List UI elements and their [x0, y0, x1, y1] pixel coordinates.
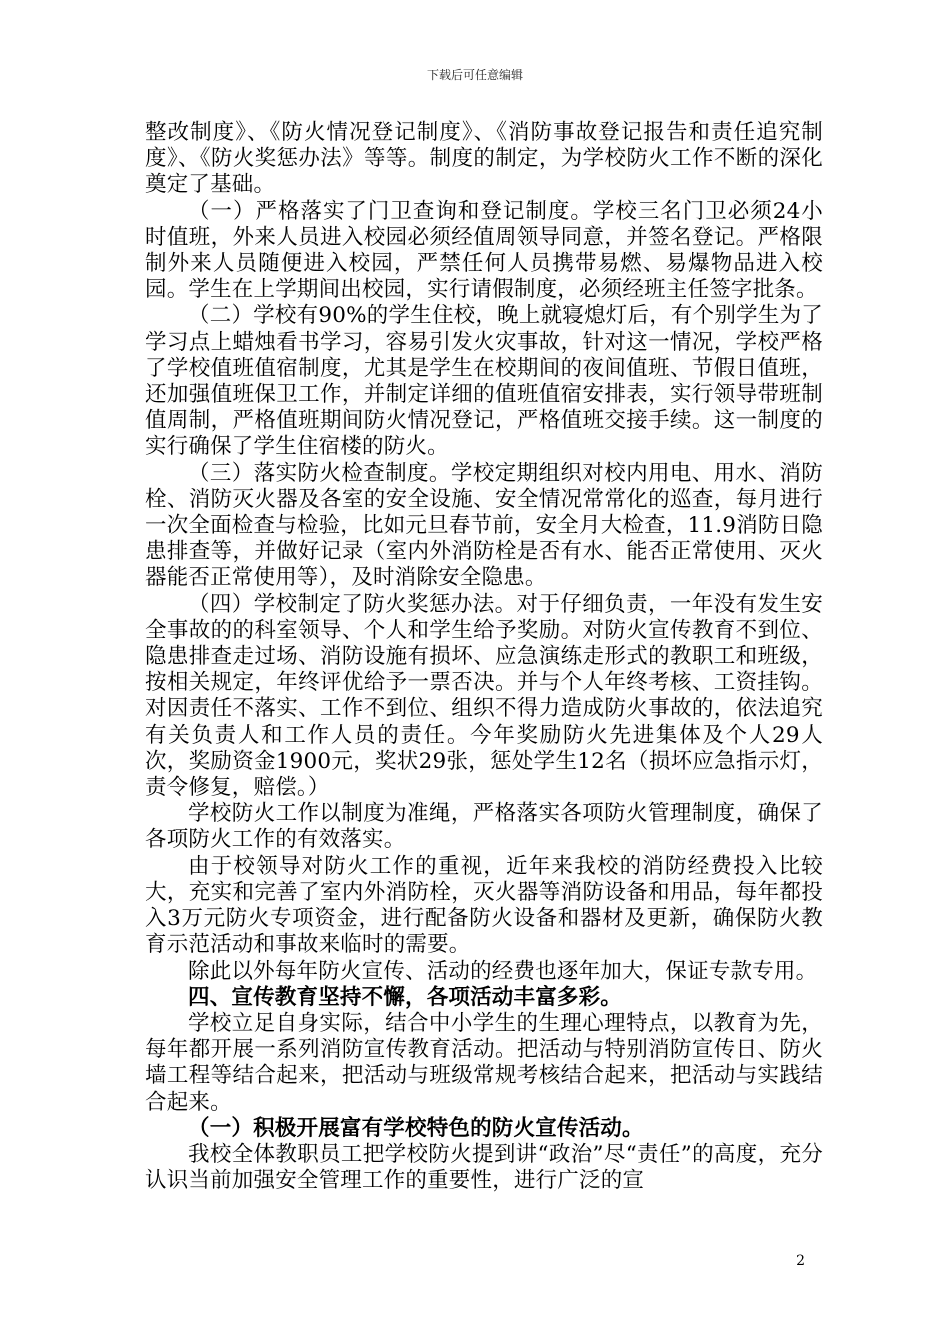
subsection-heading: （一）积极开展富有学校特色的防火宣传活动。 [188, 1115, 644, 1141]
section-heading: 四、宣传教育坚持不懈，各项活动丰富多彩。 [188, 984, 623, 1010]
paragraph: 由于校领导对防火工作的重视，近年来我校的消防经费投入比较大，充实和完善了室内外消防栓，灭火器等消防设备和用品，每年都投入3万元防火专项资金，进行配备防火设备和器材及更新，确保防火教育示范活动和事故来临时的需要。 [145, 853, 823, 958]
paragraph: （三）落实防火检查制度。学校定期组织对校内用电、用水、消防栓、消防灭火器及各室的安全设施、安全情况常常化的巡查，每月进行一次全面检查与检验，比如元旦春节前，安全月大检查，11.9消防日隐患排查等，并做好记录（室内外消防栓是否有水、能否正常使用、灭火器能否正常使用等），及时消除安全隐患。 [145, 460, 823, 591]
paragraph: 整改制度》、《防火情况登记制度》、《消防事故登记报告和责任追究制度》、《防火奖惩办法》等等。制度的制定，为学校防火工作不断的深化奠定了基础。 [145, 120, 823, 198]
body-text [145, 120, 823, 1194]
paragraph: 学校立足自身实际，结合中小学生的生理心理特点，以教育为先，每年都开展一系列消防宣传教育活动。把活动与特别消防宣传日、防火墙工程等结合起来，把活动与班级常规考核结合起来，把活动与实践结合起来。 [145, 1010, 823, 1115]
paragraph: 学校防火工作以制度为准绳，严格落实各项防火管理制度，确保了各项防火工作的有效落实。 [145, 801, 823, 853]
header-note: 下载后可任意编辑 [426, 68, 523, 82]
paragraph: （四）学校制定了防火奖惩办法。对于仔细负责，一年没有发生安全事故的的科室领导、个人和学生给予奖励。对防火宣传教育不到位、隐患排查走过场、消防设施有损坏、应急演练走形式的教职工和班级，按相关规定，年终评优给予一票否决。并与个人年终考核、工资挂钩。对因责任不落实、工作不到位、组织不得力造成防火事故的，依法追究有关负责人和工作人员的责任。今年奖励防火先进集体及个人29人次，奖励资金1900元，奖状29张，惩处学生12名（损坏应急指示灯，责令修复，赔偿。） [145, 591, 823, 801]
paragraph: 除此以外每年防火宣传、活动的经费也逐年加大，保证专款专用。 [188, 958, 818, 984]
page-number: 2 [796, 1253, 805, 1269]
paragraph: （二）学校有90%的学生住校，晚上就寝熄灯后，有个别学生为了学习点上蜡烛看书学习，容易引发火灾事故，针对这一情况，学校严格了学校值班值宿制度，尤其是学生在校期间的夜间值班、节假日值班，还加强值班保卫工作，并制定详细的值班值宿安排表，实行领导带班制值周制，严格值班期间防火情况登记，严格值班交接手续。这一制度的实行确保了学生住宿楼的防火。 [145, 303, 823, 460]
paragraph: （一）严格落实了门卫查询和登记制度。学校三名门卫必须24小时值班，外来人员进入校园必须经值周领导同意，并签名登记。严格限制外来人员随便进入校园，严禁任何人员携带易燃、易爆物品进入校园。学生在上学期间出校园，实行请假制度，必须经班主任签字批条。 [145, 198, 823, 303]
paragraph: 我校全体教职员工把学校防火提到讲“政治”尽“责任”的高度，充分认识当前加强安全管理工作的重要性，进行广泛的宣 [145, 1141, 823, 1194]
